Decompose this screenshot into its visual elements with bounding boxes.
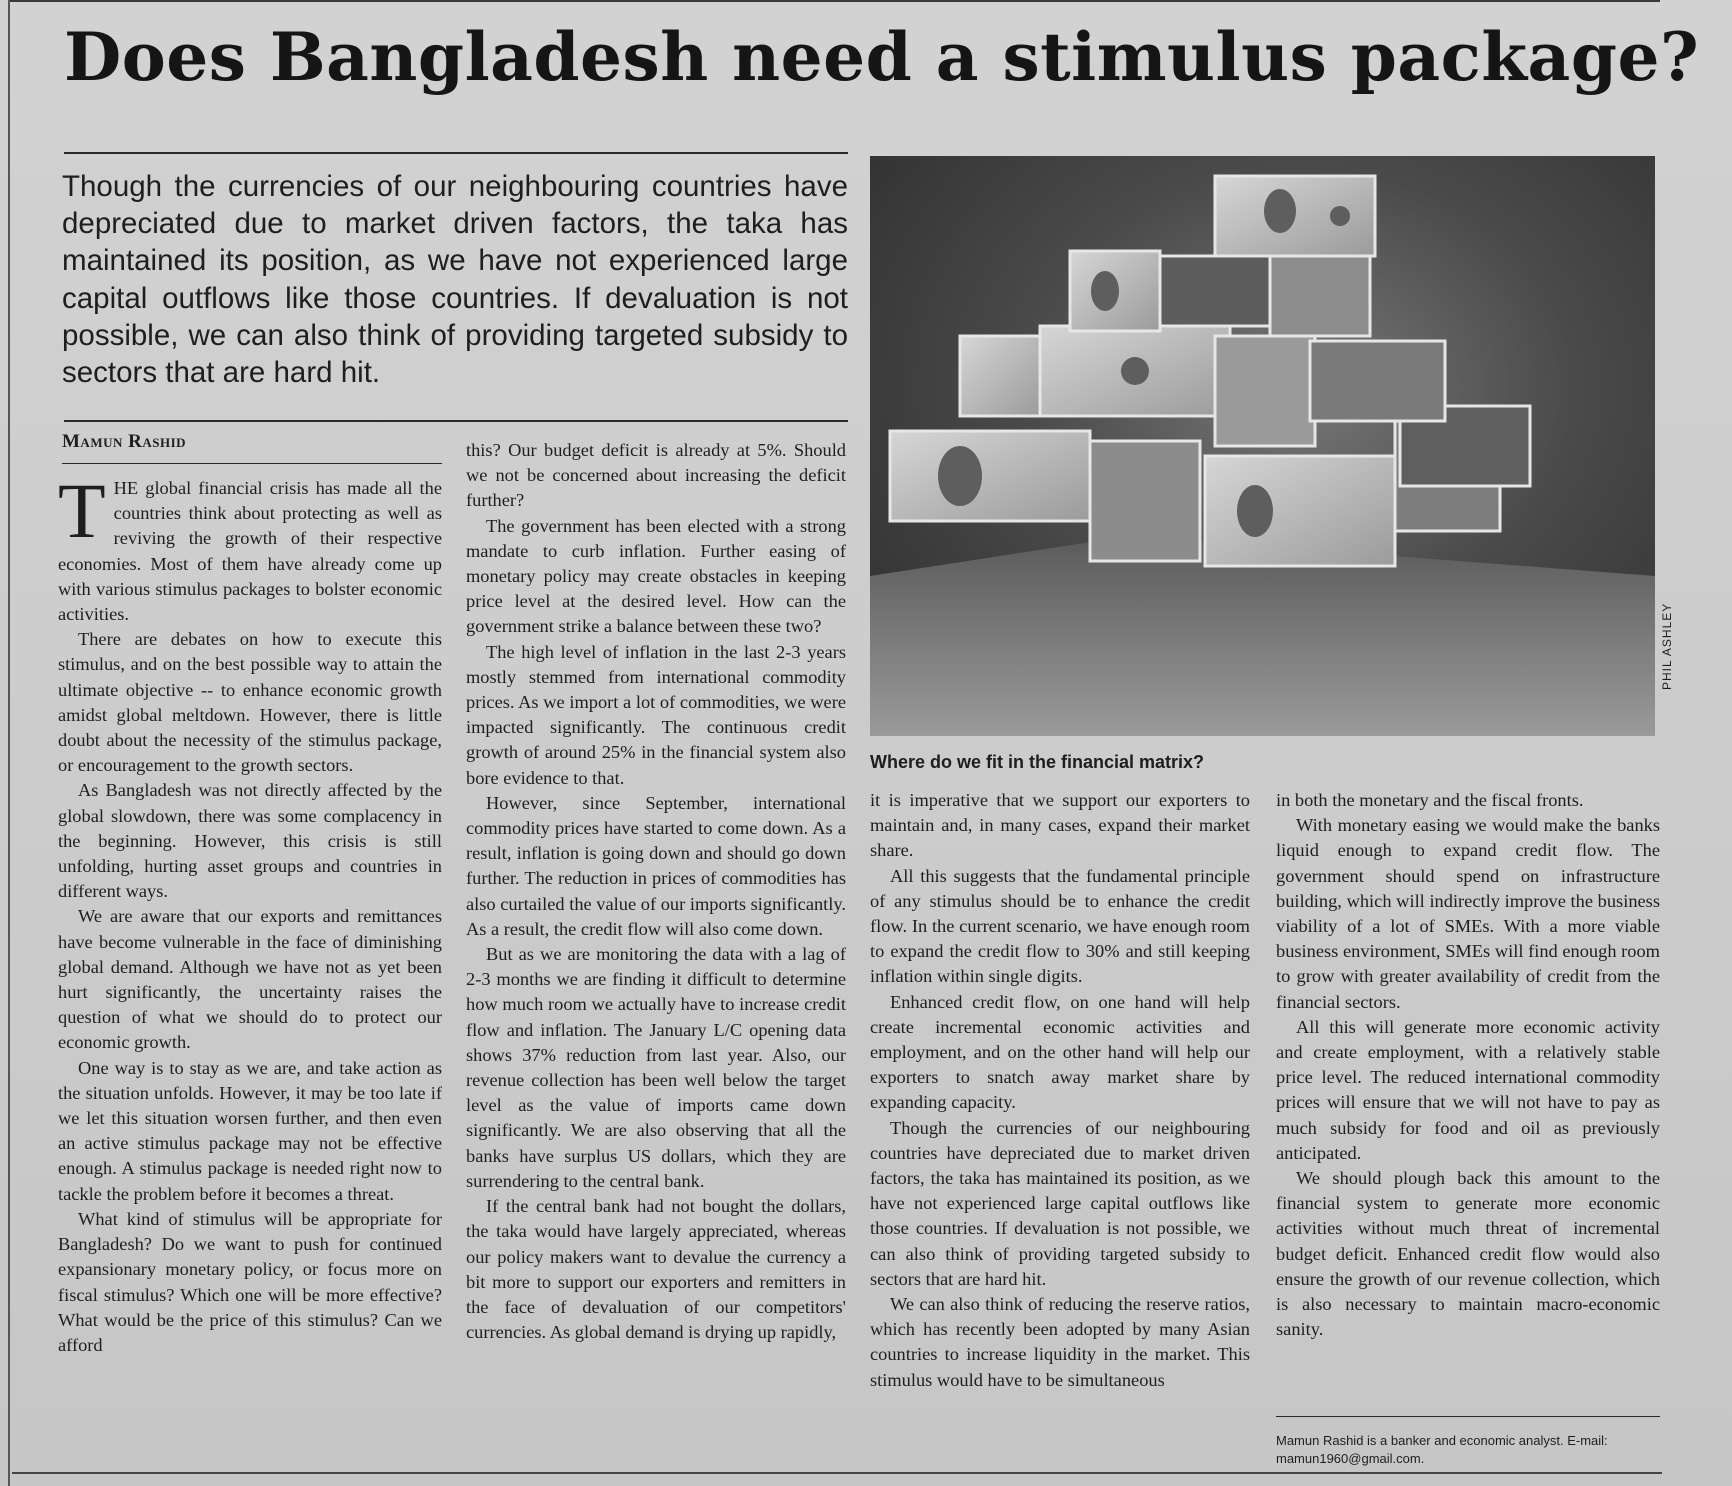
left-border [8,0,10,1486]
paragraph: The government has been elected with a strong mandate to curb inflation. Further easing of monetary policy may create obstacles in keeping price level at the desired level. How can the government strike a balance between these two? [466,515,846,637]
photo-caption: Where do we fit in the financial matrix? [870,752,1205,772]
illustration-currency-blocks [870,156,1655,736]
paragraph: it is imperative that we support our exporters to maintain and, in many cases, expand their market share. [870,790,1250,861]
paragraph: All this will generate more economic activity and create employment, with a relatively stable price level. The reduced international commodity prices will ensure that we will not have to pay as much subsidy for food and oil as previously anticipated. [1276,1016,1660,1163]
paragraph: The high level of inflation in the last 2-3 years mostly stemmed from international commodity prices. As we import a lot of commodities, we were impacted significantly. The continuous credit growth of around 25% in the financial system also bore evidence to that. [466,641,846,788]
paragraph [58,467,442,627]
paragraph: Enhanced credit flow, on one hand will help create incremental economic activities and employment, and on the other hand will help our exporters to snatch away market share by expanding capacity. [870,991,1250,1113]
column-2 [466,438,846,1345]
column-3 [870,788,1250,1393]
column-4 [1276,788,1660,1342]
paragraph: However, since September, international commodity prices have started to come down. As a result, inflation is going down and should go down further. The reduction in prices of commodities has also curtailed the value of our imports significantly. As a result, the credit flow will also come down. [466,792,846,939]
rule-below-deck [64,420,848,422]
paragraph: this? Our budget deficit is already at 5%. Should we not be concerned about increasing the deficit further? [466,440,846,511]
paragraph: We can also think of reducing the reserve ratios, which has recently been adopted by many Asian countries to increase liquidity in the market. This stimulus would have to be simultaneous [870,1294,1250,1390]
byline-rule [62,463,442,464]
top-border [10,0,1660,2]
bio-rule [1276,1416,1660,1417]
column-1 [58,467,442,1358]
deck-summary: Though the currencies of our neighbouring countries have depreciated due to market driven factors, the taka has maintained its position, as we have not experienced large capital outflows like those countries. If devaluation is not possible, we can also think of providing targeted subsidy to sectors that are hard hit. [62,170,848,390]
paragraph-text: HE global financial crisis has made all the countries think about protecting as well as reviving the growth of their respective economies. Most of them have already come up with various stimulus packages to bolster economic activities. [58,478,442,625]
currency-boxes-illustration [870,156,1655,736]
headline: Does Bangladesh need a stimulus package? [64,18,1700,96]
byline: Mamun Rashid [62,431,187,452]
photo-credit: PHIL ASHLEY [1660,602,1674,690]
paragraph: One way is to stay as we are, and take action as the situation unfolds. However, it may be too late if we let this situation worsen further, and then even an active stimulus package may not be effective enough. A stimulus package is needed right now to tackle the problem before it becomes a threat. [58,1057,442,1204]
paragraph: We should plough back this amount to the financial system to generate more economic activities without much threat of incremental budget deficit. Enhanced credit flow would also ensure the growth of our revenue collection, which is also necessary to maintain macro-economic sanity. [1276,1168,1660,1340]
paragraph: If the central bank had not bought the dollars, the taka would have largely appreciated, whereas our policy makers want to devalue the currency a bit more to support our exporters and remitters in the face of devaluation of our competitors' currencies. As global demand is drying up rapidly, [466,1196,846,1343]
paragraph: All this suggests that the fundamental principle of any stimulus should be to enhance the credit flow. In the current scenario, we have enough room to expand the credit flow to 30% and still keeping inflation within single digits. [870,865,1250,987]
paragraph: But as we are monitoring the data with a lag of 2-3 months we are finding it difficult to determine how much room we actually have to increase credit flow and inflation. The January L/C opening data shows 37% reduction from last year. Also, our revenue collection has been well below the target level as the value of imports came down significantly. We are also observing that all the banks have surplus US dollars, which they are surrendering to the central bank. [466,944,846,1191]
paragraph: As Bangladesh was not directly affected by the global slowdown, there was some complacency in the beginning. However, this crisis is still unfolding, hurting asset groups and countries in different ways. [58,780,442,902]
rule-above-deck [64,152,848,154]
author-bio: Mamun Rashid is a banker and economic analyst. E-mail: mamun1960@gmail.com. [1276,1433,1608,1466]
drop-cap: T [58,467,106,554]
paragraph: There are debates on how to execute this stimulus, and on the best possible way to attain the ultimate objective -- to enhance economic growth amidst global meltdown. However, there is little doubt about the necessity of the stimulus package, or encouragement to the growth sectors. [58,629,442,776]
paragraph: in both the monetary and the fiscal fronts. [1276,790,1584,810]
paragraph: Though the currencies of our neighbouring countries have depreciated due to market driven factors, the taka has maintained its position, as we have not experienced large capital outflows like those countries. If devaluation is not possible, we can also think of providing targeted subsidy to sectors that are hard hit. [870,1117,1250,1289]
bottom-border [12,1472,1662,1474]
paragraph: What kind of stimulus will be appropriate for Bangladesh? Do we want to push for continued expansionary monetary policy, or focus more on fiscal stimulus? Which one will be more effective? What would be the price of this stimulus? Can we afford [58,1208,442,1355]
paragraph: With monetary easing we would make the banks liquid enough to expand credit flow. The government should spend on infrastructure building, which will indirectly improve the business viability of a lot of SMEs. With a more viable business environment, SMEs will find enough room to grow with greater availability of credit from the financial sectors. [1276,815,1660,1012]
paragraph: We are aware that our exports and remittances have become vulnerable in the face of diminishing global demand. Although we have not as yet been hurt significantly, the uncertainty raises the question of what we should do to protect our economic growth. [58,906,442,1053]
